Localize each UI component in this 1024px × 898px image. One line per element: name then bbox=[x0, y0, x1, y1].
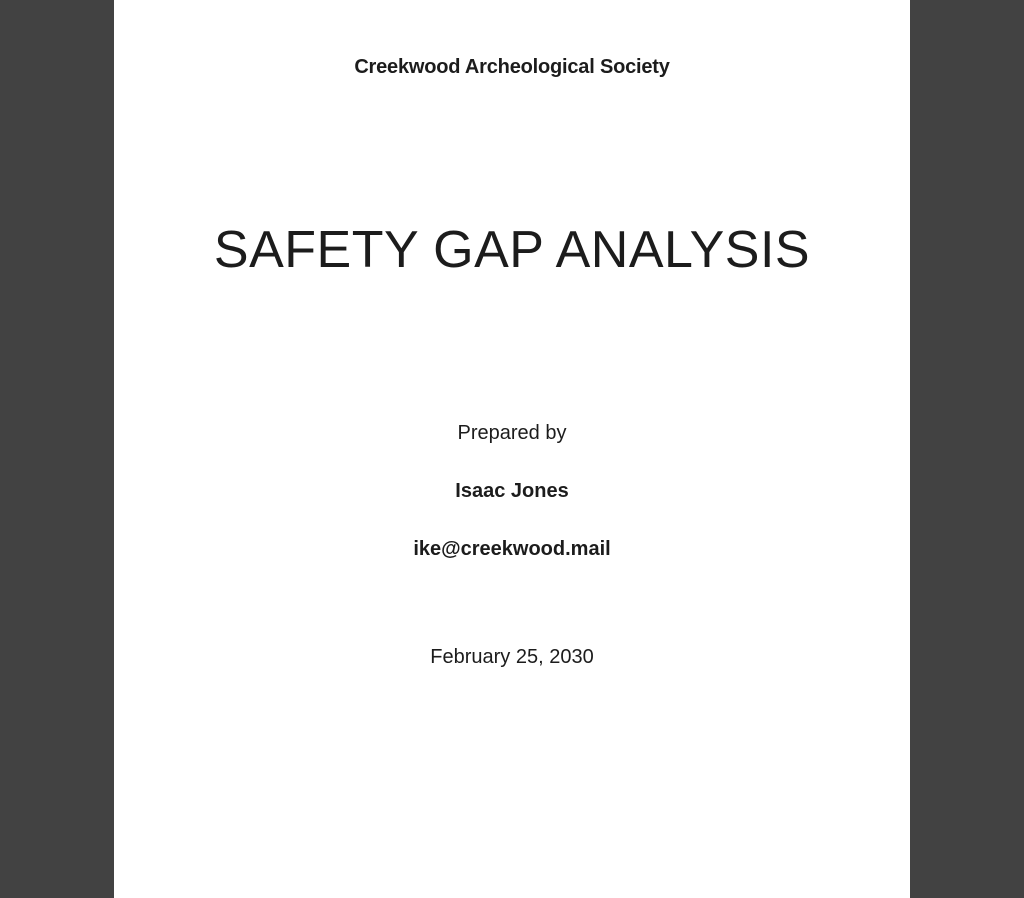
document-title: SAFETY GAP ANALYSIS bbox=[213, 221, 811, 279]
document-page bbox=[114, 0, 910, 898]
prepared-by-label: Prepared by bbox=[457, 422, 567, 444]
author-email: ike@creekwood.mail bbox=[413, 538, 611, 560]
document-date: February 25, 2030 bbox=[430, 646, 594, 668]
organization-name: Creekwood Archeological Society bbox=[354, 56, 670, 78]
author-name: Isaac Jones bbox=[455, 480, 569, 502]
